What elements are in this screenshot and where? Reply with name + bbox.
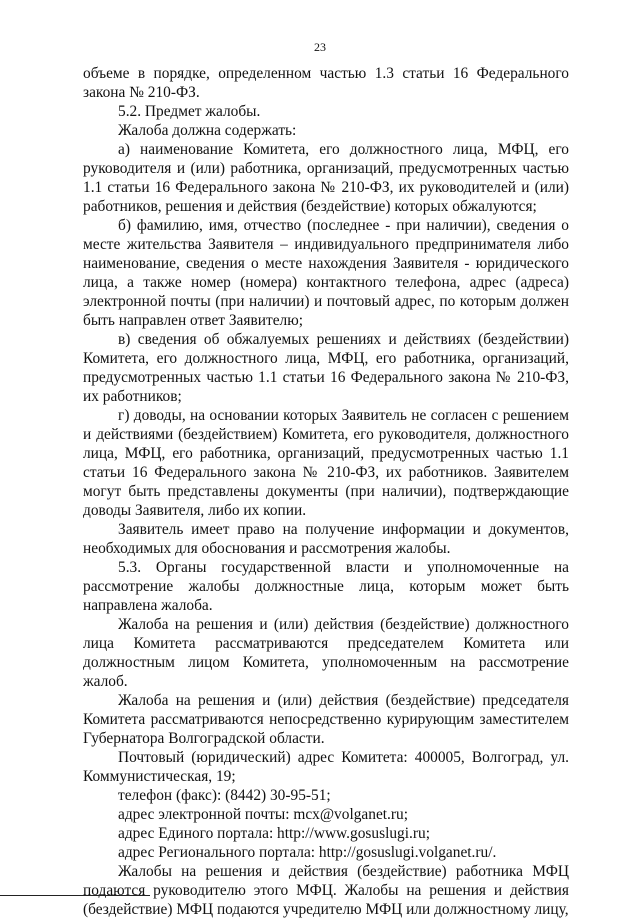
list-item-v: в) сведения об обжалуемых решениях и действиях (бездействии) Комитета, его должностного лица, МФЦ, его работника, организаций, предусмотренных частью 1.1 статьи 16 Федерального закона № 210-ФЗ, их работников;	[83, 331, 569, 405]
regional-portal-address: адрес Регионального портала: http://gosuslugi.volganet.ru/.	[118, 844, 497, 861]
section-heading-5-2: 5.2. Предмет жалобы.	[118, 103, 261, 120]
paragraph: Жалоба на решения и (или) действия (бездействие) председателя Комитета рассматриваются непосредственно курирующим заместителем Губернатора Волгоградской области.	[83, 692, 569, 747]
paragraph: Жалобы на решения и действия (бездействие) работника МФЦ подаются руководителю этого МФЦ. Жалобы на решения и действия (бездействие) МФЦ подаются учредителю МФЦ или должностному лицу,	[83, 863, 569, 918]
footnote-divider	[0, 895, 150, 896]
paragraph: Заявитель имеет право на получение информации и документов, необходимых для обоснования и рассмотрения жалобы.	[83, 521, 569, 557]
paragraph: Жалоба должна содержать:	[118, 122, 297, 139]
paragraph-continuation: объеме в порядке, определенном частью 1.3 статьи 16 Федерального закона № 210-ФЗ.	[83, 65, 569, 101]
document-body	[83, 64, 569, 919]
page-number: 23	[314, 40, 326, 54]
list-item-b: б) фамилию, имя, отчество (последнее - при наличии), сведения о месте жительства Заявителя – индивидуального предпринимателя либо наименование, сведения о месте нахождения Заявителя - юридического лица, а также номер (номера) контактного телефона, адрес (адреса) электронной почты (при наличии) и почтовый адрес, по которым должен быть направлен ответ Заявителю;	[83, 217, 569, 329]
section-heading-5-3: 5.3. Органы государственной власти и уполномоченные на рассмотрение жалобы должностные лица, которым может быть направлена жалоба.	[83, 559, 569, 614]
postal-address: Почтовый (юридический) адрес Комитета: 400005, Волгоград, ул. Коммунистическая, 19;	[83, 749, 569, 785]
list-item-g: г) доводы, на основании которых Заявитель не согласен с решением и действиями (бездействием) Комитета, его руководителя, должностного лица, МФЦ, его работника, организаций, предусмотренных частью 1.1 статьи 16 Федерального закона № 210-ФЗ, их работников. Заявителем могут быть представлены документы (при наличии), подтверждающие доводы Заявителя, либо их копии.	[83, 407, 569, 519]
unified-portal-address: адрес Единого портала: http://www.gosuslugi.ru;	[118, 825, 430, 842]
phone-fax: телефон (факс): (8442) 30-95-51;	[118, 787, 331, 804]
list-item-a: а) наименование Комитета, его должностного лица, МФЦ, его руководителя и (или) работника, организаций, предусмотренных частью 1.1 статьи 16 Федерального закона № 210-ФЗ, их руководителей и (или) работников, решения и действия (бездействие) которых обжалуются;	[83, 141, 569, 215]
email-address: адрес электронной почты: mcx@volganet.ru;	[118, 806, 408, 823]
paragraph: Жалоба на решения и (или) действия (бездействие) должностного лица Комитета рассматриваются председателем Комитета или должностным лицом Комитета, уполномоченным на рассмотрение жалоб.	[83, 616, 569, 690]
